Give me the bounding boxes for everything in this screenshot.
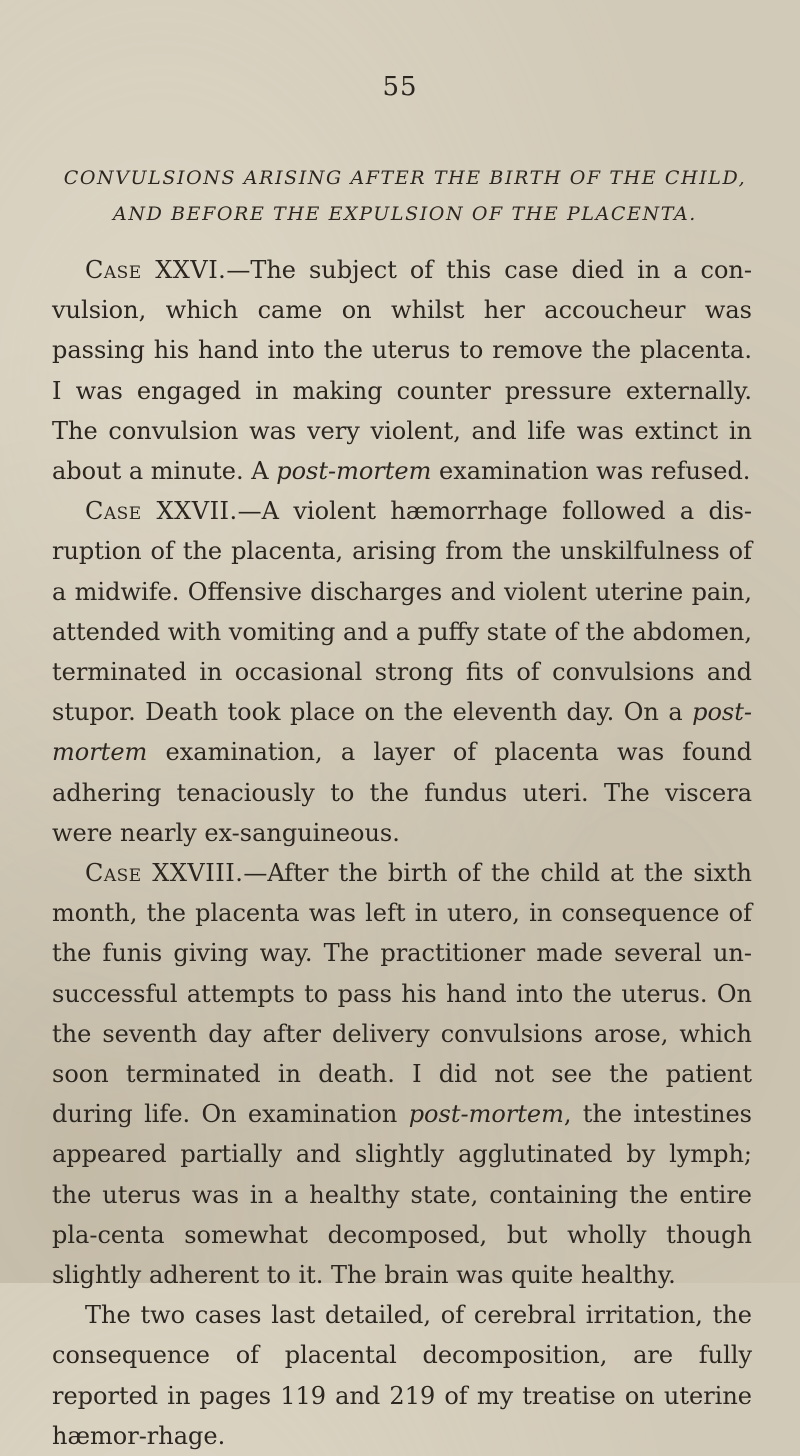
italic-term: post-mortem — [276, 457, 432, 486]
paragraph-text: —A violent hæmorrhage followed a dis-ruption of the placenta, arising from the unskilfulness of a midwife. Offensive discharges and violent uterine pain, attended with vomiting and a puffy state of the abdomen, terminated in occasional strong fits of convulsions and stupor. Death took place on the eleventh day. On a — [52, 497, 752, 727]
italic-term: post-mortem — [408, 1100, 564, 1129]
paragraph-case-xxvii — [52, 491, 752, 853]
section-heading — [60, 160, 750, 232]
paragraph-case-xxvi — [52, 250, 752, 491]
case-label: Case XXVII. — [85, 497, 238, 526]
paragraph-text: examination was refused. — [431, 457, 751, 486]
paragraph-conclusion: The two cases last detailed, of cerebral irritation, the consequence of placental decomposition, are fully reported in pages 119 and 219 of my treatise on uterine hæmor-rhage. — [52, 1301, 752, 1450]
case-label: Case XXVIII. — [85, 859, 244, 888]
heading-line-2: AND BEFORE THE EXPULSION OF THE PLACENTA. — [113, 203, 697, 225]
heading-line-1: CONVULSIONS ARISING AFTER THE BIRTH OF THE CHILD, — [63, 167, 747, 189]
paragraph-text: —After the birth of the child at the sixth month, the placenta was left in utero, in consequence of the funis giving way. The practitioner made several un-successful attempts to pass his hand into the uterus. On the seventh day after delivery convulsions arose, which soon terminated in death. I did not see the patient during life. On examination — [52, 859, 753, 1129]
paragraph-text: —The subject of this case died in a con-vulsion, which came on whilst her accoucheur was passing his hand into the uterus to remove the placenta. I was engaged in making counter pressure externally. The convulsion was very violent, and life was extinct in about a minute. A — [52, 256, 752, 486]
paragraph-text: , the intestines appeared partially and slightly agglutinated by lymph; the uterus was in a healthy state, containing the entire pla-centa somewhat decomposed, but wholly though slightly adherent to it. The brain was quite healthy. — [52, 1100, 752, 1290]
paragraph-text: examination, a layer of placenta was found adhering tenaciously to the fundus uteri. The viscera were nearly ex-sanguineous. — [52, 738, 752, 847]
body-text — [52, 250, 752, 1456]
paragraph-case-xxviii — [52, 853, 752, 1295]
italic-term: post-mortem — [52, 698, 752, 767]
page-number: 55 — [382, 72, 418, 102]
case-label: Case XXVI. — [85, 256, 227, 284]
